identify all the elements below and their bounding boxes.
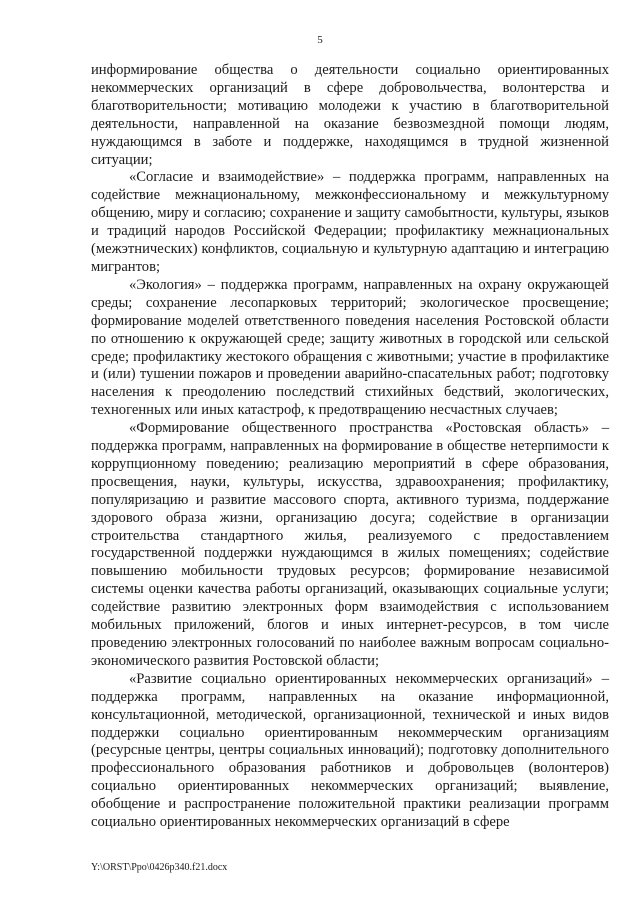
document-body	[91, 62, 609, 832]
page-number: 5	[317, 34, 323, 46]
paragraph-4: «Формирование общественного пространства «Ростовская область» – поддержка программ, направленных на формирование в обществе нетерпимости к коррупционному поведению; реализацию мероприятий в сфере образования, просвещения, науки, культуры, искусства, здравоохранения; профилактику, популяризацию и развитие массового спорта, активного туризма, поддержание здорового образа жизни, организацию досуга; содействие в организации строительства стандартного жилья, реализуемого с предоставлением государственной поддержки нуждающимся в жилых помещениях; содействие повышению мобильности трудовых ресурсов; формирование независимой системы оценки качества работы организаций, оказывающих социальные услуги; содействие развитию электронных форм взаимодействия с использованием мобильных приложений, блогов и иных интернет-ресурсов, в том числе проведению электронных голосований по наиболее важным вопросам социально-экономического развития Ростовской области;	[91, 420, 609, 669]
paragraph-5: «Развитие социально ориентированных некоммерческих организаций» – поддержка программ, направленных на оказание информационной, консультационной, методической, организационной, технической и иных видов поддержки социально ориентированным некоммерческим организациям (ресурсные центры, центры социальных инноваций); подготовку дополнительного профессионального образования работников и добровольцев (волонтеров) социально ориентированных некоммерческих организаций; выявление, обобщение и распространение положительной практики реализации программ социально ориентированных некоммерческих организаций в сфере	[91, 670, 609, 831]
paragraph-1: информирование общества о деятельности социально ориентированных некоммерческих организаций в сфере добровольчества, волонтерства и благотворительности; мотивацию молодежи к участию в благотворительной деятельности, направленной на оказание безвозмездной помощи людям, нуждающимся в заботе и поддержке, находящимся в трудной жизненной ситуации;	[91, 62, 609, 168]
footer-file-path: Y:\ORST\Ppo\0426p340.f21.docx	[91, 862, 228, 873]
paragraph-2: «Согласие и взаимодействие» – поддержка программ, направленных на содействие межнациональному, межконфессиональному и межкультурному общению, миру и согласию; сохранение и защиту самобытности, культуры, языков и традиций народов Российской Федерации; профилактику межнациональных (межэтнических) конфликтов, социальную и культурную адаптацию и интеграцию мигрантов;	[91, 169, 609, 275]
paragraph-3: «Экология» – поддержка программ, направленных на охрану окружающей среды; сохранение лесопарковых территорий; экологическое просвещение; формирование моделей ответственного поведения населения Ростовской области по отношению к окружающей среде; защиту животных в городской или сельской среде; профилактику жестокого обращения с животными; участие в профилактике и (или) тушении пожаров и проведении аварийно-спасательных работ; подготовку населения к преодолению последствий стихийных бедствий, экологических, техногенных или иных катастроф, к предотвращению несчастных случаев;	[91, 276, 609, 419]
